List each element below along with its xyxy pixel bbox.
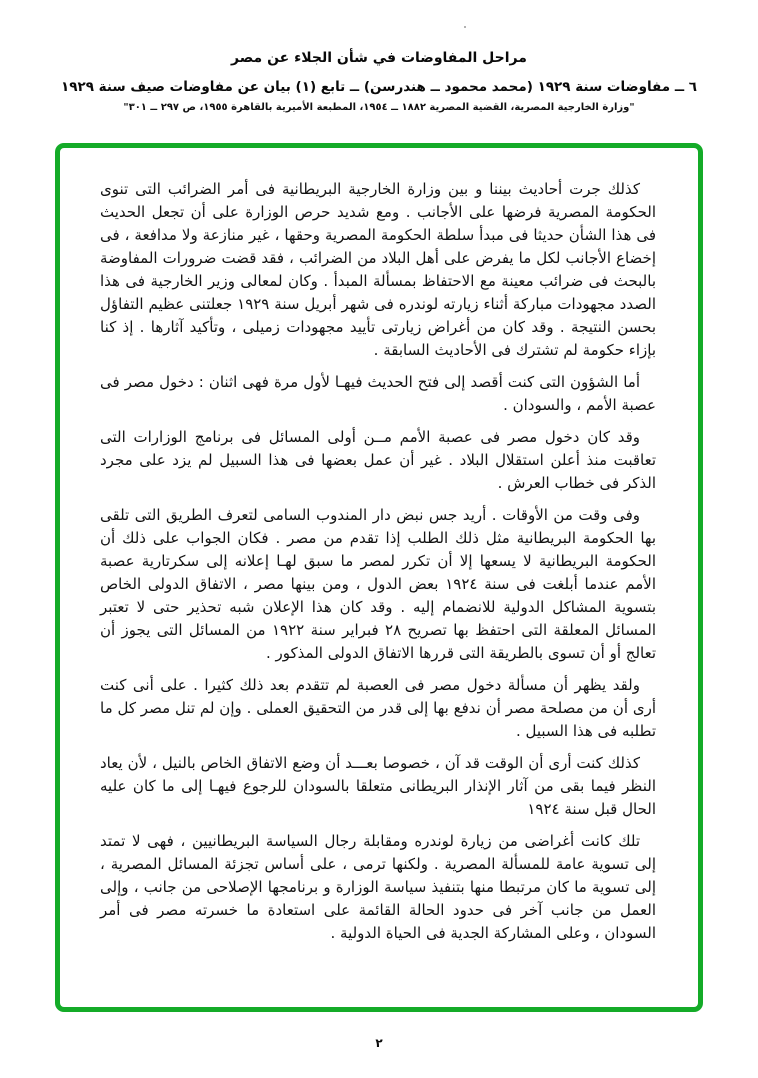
document-subtitle: ٦ ــ مفاوضات سنة ١٩٢٩ (محمد محمود ــ هندرسن) ــ تابع (١) بيان عن مفاوضات صيف سنة ١٩٢٩: [60, 79, 698, 95]
body-paragraph: أما الشؤون التى كنت أقصد إلى فتح الحديث فيهـا لأول مرة فهى اثنان : دخول مصر فى عصبة الأمم ، والسودان .: [100, 373, 656, 414]
body-paragraph: وفى وقت من الأوقات . أريد جس نبض دار المندوب السامى لتعرف الطريق التى تلقى بها الحكومة البريطانية مثل ذلك الطلب إذا تقدم من مصر . فكان الجواب على ذلك أن الحكومة البريطانية لا يسعها إلا أن تكرر لمصر ما سبق لهـا إعلانه إلى سكرتارية عصبة الأمم عندما أبلغت فى سنة ١٩٢٤ بعض الدول ، ومن بينها مصر ، الاتفاق الدولى الخاص بتسوية المشاكل الدولية للانضمام إليه . وقد كان هذا الإعلان شبه تحذير حتى لا تعتبر المسائل المعلقة التى احتفظ بها تصريح ٢٨ فبراير سنة ١٩٢٢ من المسائل التى يجوز أن تعالج أو أن تسوى بالطريقة التى قررها الاتفاق الدولى المذكور .: [100, 506, 656, 662]
green-frame: [55, 143, 703, 1012]
body-paragraph: كذلك جرت أحاديث بيننا و بين وزارة الخارجية البريطانية فى أمر الضرائب التى تنوى الحكومة المصرية فرضها على الأجانب . ومع شديد حرص الوزارة على أن تجعل الحديث فى هذا الشأن حديثا فى مبدأ سلطة الحكومة المصرية وحقها ، غير منازعة ولا مدافعة ، فى إخضاع الأجانب لكل ما يفرض على أهل البلاد من الضرائب ، فقد قضت ضرورات المفاوضة بالبحث فى ضرائب معينة مع الاحتفاظ بمسألة المبدأ . وكان لمعالى وزير الخارجية فى هذا الصدد مجهودات مباركة أثناء زيارته لوندره فى شهر أبريل سنة ١٩٢٩ جعلتنى عظيم التفاؤل بحسن النتيجة . وقد كان من أغراض زيارتى تأييد مجهودات زميلى ، وتأكيد آثارها . إذ كنا بإزاء حكومة لم تشترك فى الأحاديث السابقة .: [100, 180, 656, 359]
body-paragraph: ولقد يظهر أن مسألة دخول مصر فى العصبة لم تتقدم بعد ذلك كثيرا . على أنى كنت أرى أن من مصلحة مصر أن ندفع بها إلى قدر من التحقيق العملى . وإن لم تنل مصر كل ما تطلبه فى هذا السبيل .: [100, 676, 656, 740]
body-paragraph: وقد كان دخول مصر فى عصبة الأمم مــن أولى المسائل فى برنامج الوزارات التى تعاقبت منذ أعلن استقلال البلاد . غير أن عمل بعضها فى هذا السبيل لم يزد على مجرد الذكر فى خطاب العرش .: [100, 428, 656, 492]
body-paragraph: تلك كانت أغراضى من زيارة لوندره ومقابلة رجال السياسة البريطانيين ، فهى لا تمتد إلى تسوية عامة للمسألة المصرية . ولكنها ترمى ، على أساس تجزئة المسائل المصرية ، إلى تسوية ما كان مرتبطا منها بتنفيذ سياسة الوزارة و برنامجها الإصلاحى من جانب ، وإلى العمل من جانب آخر فى حدود الحالة القائمة على استعادة ما خسرته مصر فى أمر السودان ، وعلى المشاركة الجدية فى الحياة الدولية .: [100, 832, 656, 942]
page-header: [0, 50, 758, 113]
scan-artifact-dot: [464, 26, 466, 28]
body-paragraph: كذلك كنت أرى أن الوقت قد آن ، خصوصا بعـــد أن وضع الاتفاق الخاص بالنيل ، لأن يعاد النظر فيما بقى من آثار الإنذار البريطانى متعلقا بالسودان للرجوع فيهـا إلى ما كان عليه الحال قبل سنة ١٩٢٤: [100, 754, 656, 818]
document-source-citation: "وزارة الخارجية المصرية، القضية المصرية ١٨٨٢ ــ ١٩٥٤، المطبعة الأميرية بالقاهرة ١٩٥٥، ص ٢٩٧ ــ ٣٠١": [123, 102, 635, 113]
page-number: ٢: [375, 1036, 383, 1050]
document-title: مراحل المفاوضات في شأن الجلاء عن مصر: [231, 50, 527, 66]
document-body: [100, 178, 656, 954]
